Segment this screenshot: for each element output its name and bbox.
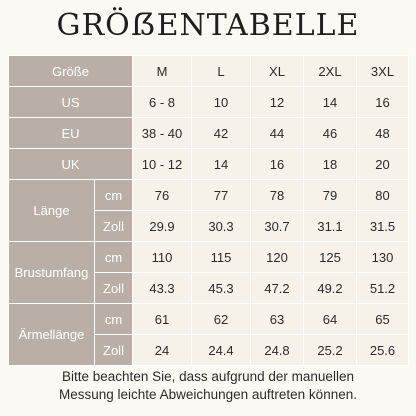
- size-header: M: [133, 56, 192, 87]
- table-cell: 130: [357, 242, 409, 273]
- table-row: [9, 242, 409, 273]
- row-label-us: US: [9, 87, 133, 118]
- disclaimer-line: Messung leichte Abweichungen auftreten können.: [59, 387, 357, 402]
- unit-label: Zoll: [95, 211, 133, 242]
- table-cell: 25.2: [304, 335, 357, 366]
- table-cell: 45.3: [192, 273, 251, 304]
- table-cell: 110: [133, 242, 192, 273]
- table-cell: 16: [251, 149, 304, 180]
- size-header: XL: [251, 56, 304, 87]
- unit-label: cm: [95, 304, 133, 335]
- table-cell: 31.1: [304, 211, 357, 242]
- table-cell: 51.2: [357, 273, 409, 304]
- table-cell: 44: [251, 118, 304, 149]
- table-cell: 62: [192, 304, 251, 335]
- header-row: [9, 56, 409, 87]
- table-cell: 12: [251, 87, 304, 118]
- table-cell: 77: [192, 180, 251, 211]
- table-cell: 31.5: [357, 211, 409, 242]
- table-cell: 79: [304, 180, 357, 211]
- size-table: [8, 55, 409, 366]
- table-row: [9, 87, 409, 118]
- table-cell: 38 - 40: [133, 118, 192, 149]
- unit-label: cm: [95, 180, 133, 211]
- table-cell: 10 - 12: [133, 149, 192, 180]
- size-header: 3XL: [357, 56, 409, 87]
- group-label-brustumfang: Brustumfang: [9, 242, 95, 304]
- table-cell: 25.6: [357, 335, 409, 366]
- table-cell: 10: [192, 87, 251, 118]
- table-cell: 120: [251, 242, 304, 273]
- table-cell: 29.9: [133, 211, 192, 242]
- table-cell: 18: [304, 149, 357, 180]
- table-cell: 49.2: [304, 273, 357, 304]
- table-cell: 6 - 8: [133, 87, 192, 118]
- table-cell: 48: [357, 118, 409, 149]
- table-cell: 42: [192, 118, 251, 149]
- table-cell: 115: [192, 242, 251, 273]
- table-cell: 76: [133, 180, 192, 211]
- table-row: [9, 180, 409, 211]
- table-cell: 61: [133, 304, 192, 335]
- table-cell: 16: [357, 87, 409, 118]
- table-cell: 64: [304, 304, 357, 335]
- table-cell: 63: [251, 304, 304, 335]
- group-label-aermellaenge: Ärmellänge: [9, 304, 95, 366]
- table-cell: 30.7: [251, 211, 304, 242]
- table-cell: 30.3: [192, 211, 251, 242]
- table-cell: 65: [357, 304, 409, 335]
- disclaimer-note: [0, 368, 416, 404]
- size-header: L: [192, 56, 251, 87]
- table-cell: 46: [304, 118, 357, 149]
- row-label-uk: UK: [9, 149, 133, 180]
- table-row: [9, 118, 409, 149]
- page-title: GRÖẞENTABELLE: [56, 8, 360, 43]
- table-cell: 43.3: [133, 273, 192, 304]
- table-cell: 24.8: [251, 335, 304, 366]
- table-cell: 14: [304, 87, 357, 118]
- table-row: [9, 149, 409, 180]
- table-row: [9, 304, 409, 335]
- group-label-laenge: Länge: [9, 180, 95, 242]
- table-cell: 24: [133, 335, 192, 366]
- row-label-eu: EU: [9, 118, 133, 149]
- size-header: 2XL: [304, 56, 357, 87]
- table-cell: 80: [357, 180, 409, 211]
- unit-label: Zoll: [95, 335, 133, 366]
- table-cell: 47.2: [251, 273, 304, 304]
- table-cell: 78: [251, 180, 304, 211]
- table-cell: 24.4: [192, 335, 251, 366]
- table-cell: 125: [304, 242, 357, 273]
- unit-label: Zoll: [95, 273, 133, 304]
- table-cell: 14: [192, 149, 251, 180]
- size-header-label: Größe: [9, 56, 133, 87]
- disclaimer-line: Bitte beachten Sie, dass aufgrund der manuellen: [62, 369, 354, 384]
- unit-label: cm: [95, 242, 133, 273]
- table-cell: 20: [357, 149, 409, 180]
